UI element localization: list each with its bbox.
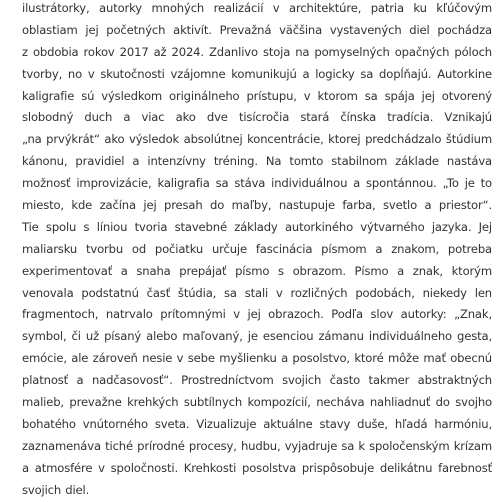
text-line: a atmosfére v spoločnosti. Krehkosti posolstva prispôsobuje delikátnu farebnosť — [22, 460, 492, 475]
text-line: kaligrafie sú výsledkom originálneho prístupu, v ktorom sa spája jej otvorený — [22, 88, 492, 103]
text-line: slobodný duch a viac ako dve tisícročia stará čínska tradícia. Vznikajú — [22, 110, 492, 125]
text-line: možnosť improvizácie, kaligrafia sa stáva individuálnou a spontánnou. „To je to — [22, 176, 492, 191]
text-line: venovala podstatnú časť štúdia, sa stali v rozličných podobách, niekedy len — [22, 285, 492, 300]
text-line: symbol, či už písaný alebo maľovaný, je esenciou zámanu individuálneho gesta, — [22, 329, 492, 344]
text-line: maliarsku tvorbu od počiatku určuje fascinácia písmom a znakom, potreba — [22, 241, 492, 256]
text-line: Tie spolu s líniou tvoria stavebné základy autorkiného výtvarného jazyka. Jej — [22, 219, 492, 234]
text-line: fragmentoch, natrvalo prítomnými v jej obrazoch. Podľa slov autorky: „Znak, — [22, 307, 492, 322]
text-line: zaznamenáva tiché prírodné procesy, hudbu, vyjadruje sa k spoločenským krízam — [22, 438, 492, 453]
text-line: experimentovať a snaha prepájať písmo s obrazom. Písmo a znak, ktorým — [22, 263, 492, 278]
text-line: kánonu, pravidiel a intenzívny tréning. Na tomto stabilnom základe nastáva — [22, 154, 492, 169]
text-line: ilustrátorky, autorky mnohých realizácií v architektúre, patria ku kľúčovým — [22, 1, 492, 15]
text-line: malieb, prevažne krehkých subtílnych kompozícií, necháva nahliadnuť do svojho — [22, 395, 492, 410]
body-paragraph — [22, 0, 492, 501]
text-line: „na prvýkrát“ ako výsledok absolútnej koncentrácie, ktorej predchádzalo štúdium — [22, 132, 492, 147]
text-line: svojich diel. — [22, 482, 90, 497]
text-line: bohatého vnútorného sveta. Vizualizuje aktuálne stavy duše, hľadá harmóniu, — [22, 416, 492, 431]
text-line: emócie, ale zároveň nesie v sebe myšlienku a posolstvo, ktoré môže mať obecnú — [22, 351, 492, 366]
text-line: miesto, kde začína jej presah do maľby, nastupuje farba, svetlo a priestor“. — [22, 198, 492, 213]
text-line: platnosť a nadčasovosť“. Prostredníctvom svojich často takmer abstraktných — [22, 373, 492, 388]
text-line: oblastiam jej početných aktivít. Prevažná väčšina vystavených diel pochádza — [22, 22, 492, 37]
text-line: tvorby, no v skutočnosti vzájomne komunikujú a logicky sa dopĺňajú. Autorkine — [22, 66, 492, 81]
text-line: z obdobia rokov 2017 až 2024. Zdanlivo stoja na pomyselných opačných póloch — [22, 44, 492, 59]
